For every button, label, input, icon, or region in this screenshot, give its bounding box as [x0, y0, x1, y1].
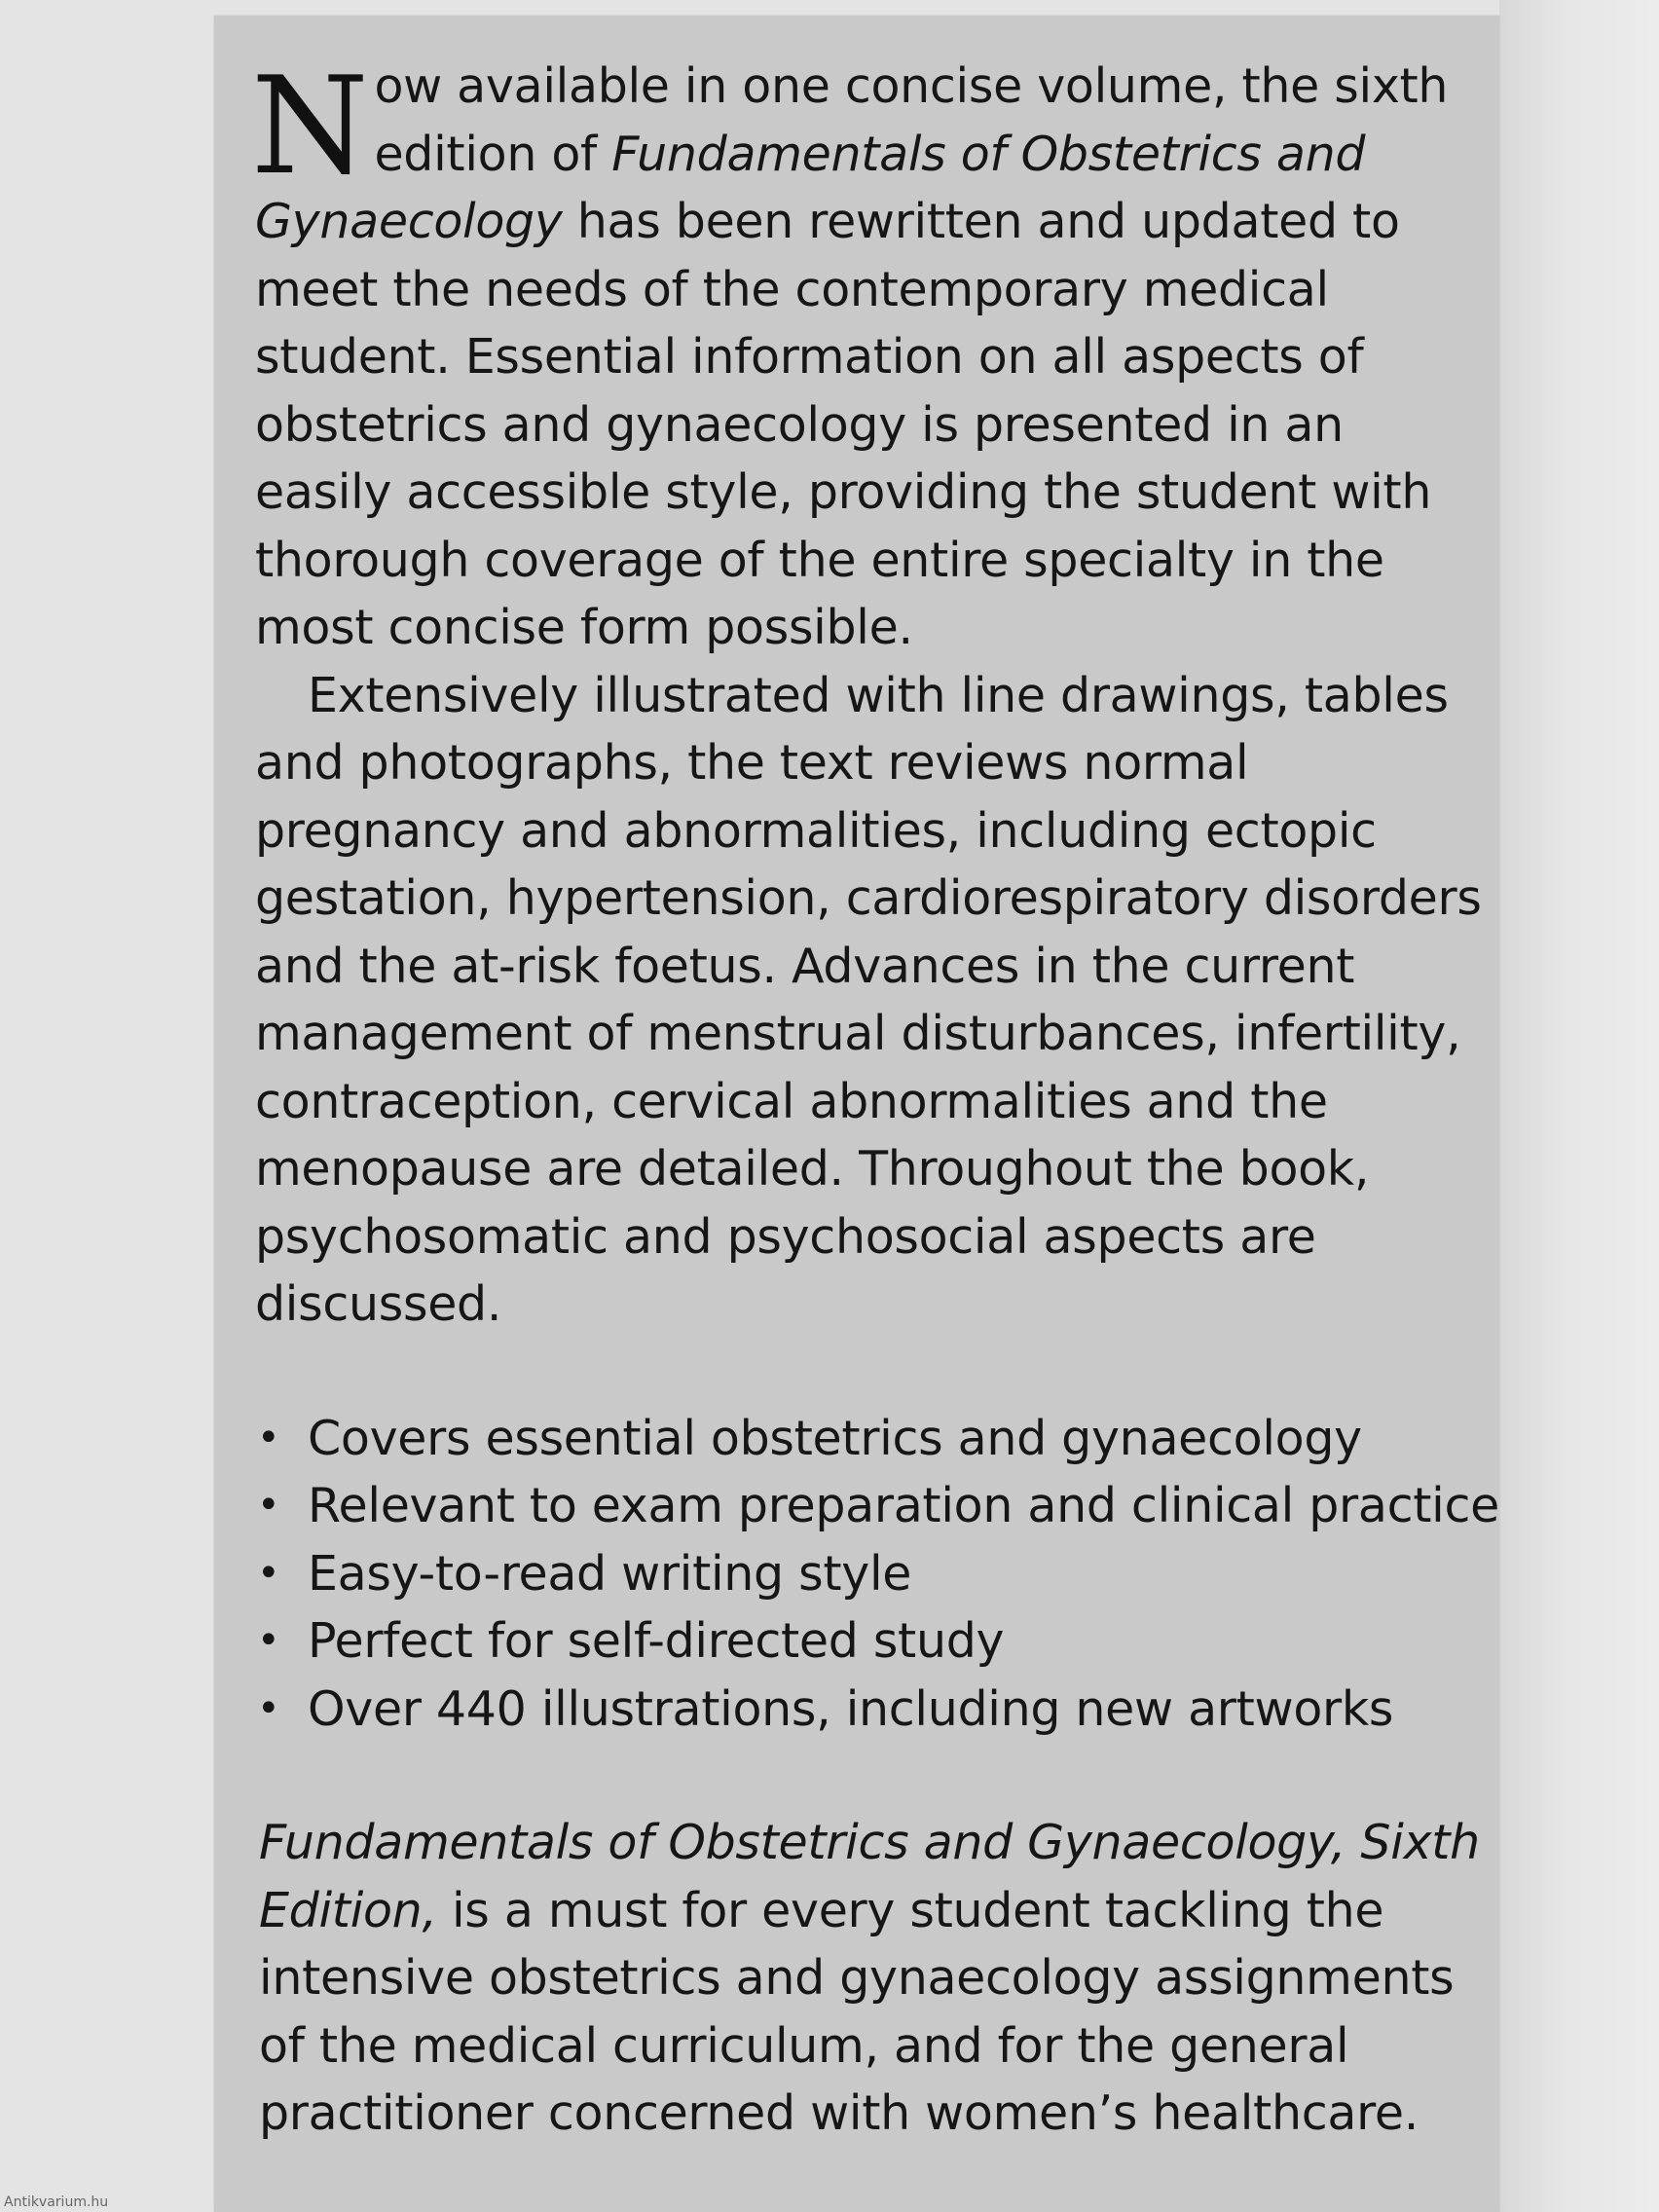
closing-paragraph [255, 1809, 1482, 2148]
intro-text-end: has been rewritten and updated to meet the needs of the contemporary medical student. Essential information on all aspects of obstetrics and gynaecology is presented in an easily accessible style, providing the student with thorough coverage of the entire specialty in the most concise form possible. [255, 194, 1432, 655]
list-item: • Covers essential obstetrics and gynaecology [255, 1405, 1482, 1473]
list-item: • Relevant to exam preparation and clinical practice [255, 1472, 1482, 1540]
page-background-right [1499, 0, 1659, 2212]
closing-text: is a must for every student tackling the intensive obstetrics and gynaecology assignments of the medical curriculum, and for the general practitioner concerned with women’s healthcare. [259, 1882, 1455, 2141]
drop-cap: N [251, 48, 369, 204]
list-item: • Over 440 illustrations, including new artworks [255, 1676, 1482, 1744]
book-title-inline: Fundamentals of Obstetrics and Gynaecology [255, 126, 1366, 249]
bullet-icon: • [257, 1685, 280, 1731]
intro-paragraph [251, 48, 1482, 662]
intro-text-start: ow available in one concise volume, the sixth edition of [374, 58, 1449, 182]
watermark: Antikvarium.hu [4, 2194, 109, 2210]
closing-book-title: Fundamentals of Obstetrics and Gynaecology, Sixth Edition, [259, 1815, 1480, 1938]
blurb-text [251, 48, 1499, 2148]
list-item: • Perfect for self-directed study [255, 1607, 1482, 1676]
bullet-icon: • [257, 1618, 280, 1663]
bullet-icon: • [257, 1415, 280, 1460]
list-item: • Easy-to-read writing style [255, 1540, 1482, 1608]
bullet-icon: • [257, 1550, 280, 1596]
feature-list [255, 1405, 1499, 1744]
bullet-icon: • [257, 1483, 280, 1528]
description-paragraph: Extensively illustrated with line drawings, tables and photographs, the text reviews normal pregnancy and abnormalities, including ectopic gestation, hypertension, cardiorespiratory disorders and the at-risk foetus. Advances in the current management of menstrual disturbances, infertility, contraception, cervical abnormalities and the menopause are detailed. Throughout the book, psychosomatic and psychosocial aspects are discussed. [255, 667, 1482, 1332]
